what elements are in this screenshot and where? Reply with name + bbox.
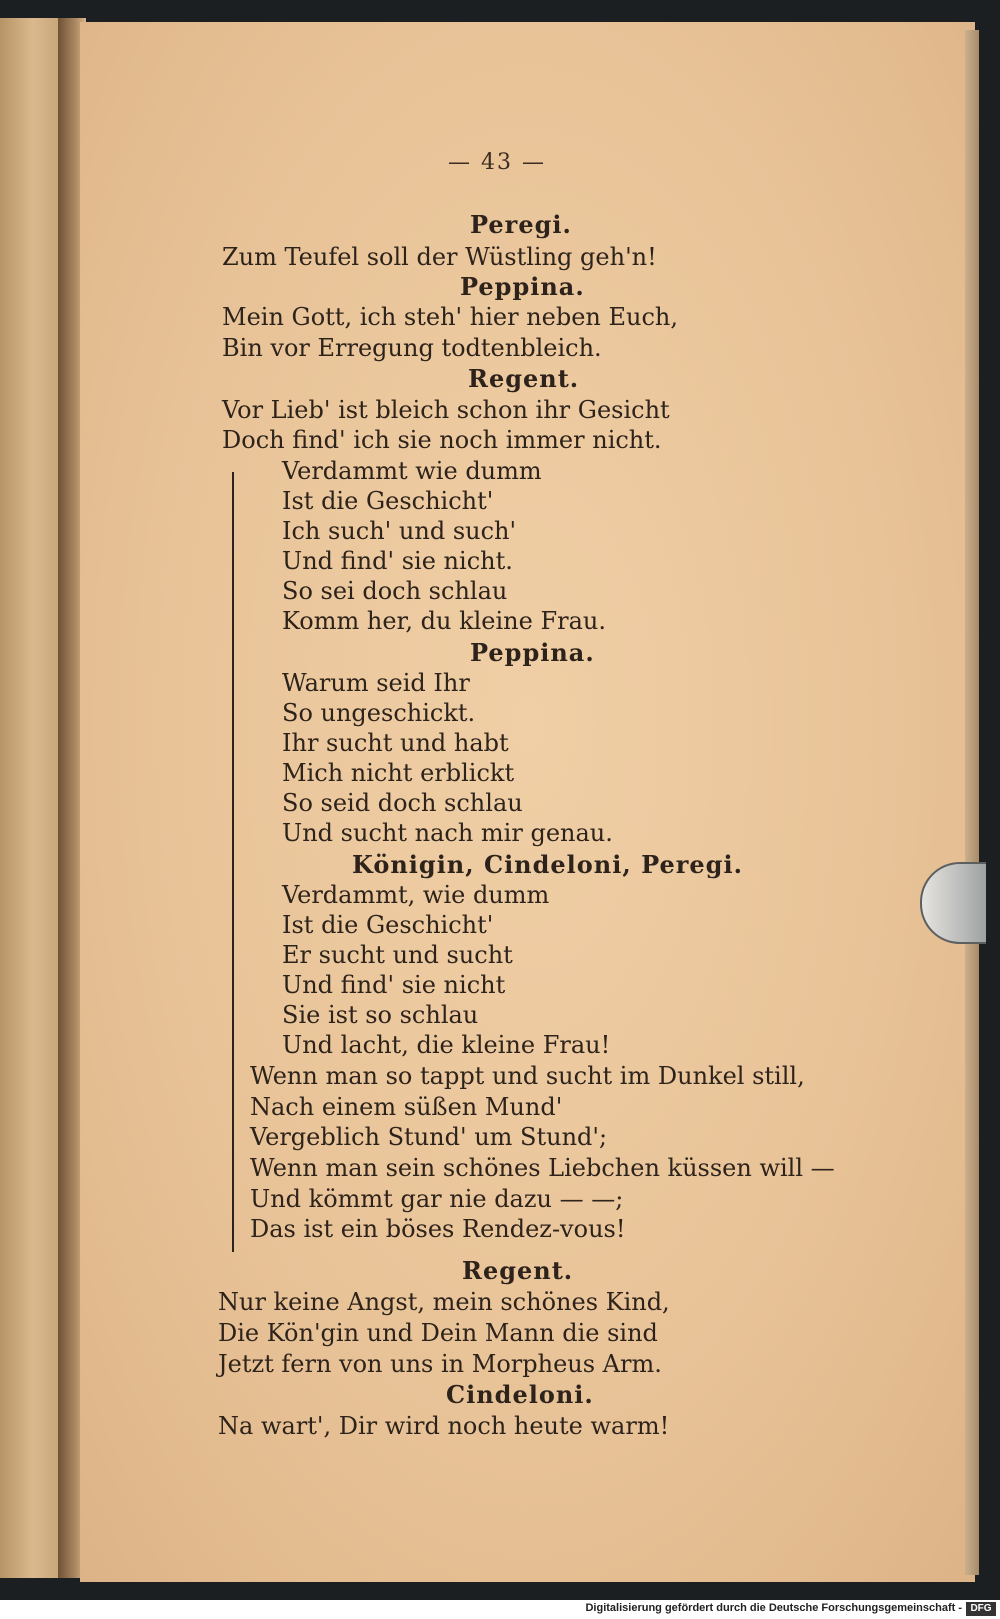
page-number: — 43 —: [448, 150, 546, 175]
verse-line: Sie ist so schlau: [282, 1001, 479, 1029]
verse-line: Verdammt wie dumm: [282, 457, 542, 485]
verse-line: Wenn man sein schönes Liebchen küssen will —: [250, 1154, 835, 1182]
verse-line: Warum seid Ihr: [282, 669, 470, 697]
verse-line: Mich nicht erblickt: [282, 759, 515, 787]
digitization-credit: Digitalisierung gefördert durch die Deutsche Forschungsgemeinschaft -: [585, 1602, 962, 1614]
verse-line: Zum Teufel soll der Wüstling geh'n!: [222, 243, 657, 271]
verse-line: Komm her, du kleine Frau.: [282, 607, 606, 635]
verse-brace-line: [232, 472, 234, 1252]
verse-line: So ungeschickt.: [282, 699, 476, 727]
speaker-regent: Regent.: [468, 364, 580, 393]
verse-line: Ist die Geschicht': [282, 487, 494, 515]
verse-line: Die Kön'gin und Dein Mann die sind: [218, 1319, 658, 1347]
speaker-cindeloni: Cindeloni.: [446, 1380, 594, 1409]
verse-line: Vergeblich Stund' um Stund';: [250, 1123, 608, 1151]
verse-line: Bin vor Erregung todtenbleich.: [222, 334, 602, 362]
verse-line: Er sucht und sucht: [282, 941, 513, 969]
verse-line: Doch find' ich sie noch immer nicht.: [222, 426, 662, 454]
verse-line: Wenn man so tappt und sucht im Dunkel still,: [250, 1062, 805, 1090]
verse-line: Und lacht, die kleine Frau!: [282, 1031, 611, 1059]
speaker-peppina: Peppina.: [470, 638, 595, 667]
verse-line: Nach einem süßen Mund': [250, 1093, 563, 1121]
verse-line: Verdammt, wie dumm: [282, 881, 550, 909]
speaker-ensemble: Königin, Cindeloni, Peregi.: [352, 850, 743, 879]
verse-line: Na wart', Dir wird noch heute warm!: [218, 1412, 670, 1440]
verse-line: Jetzt fern von uns in Morpheus Arm.: [218, 1350, 662, 1378]
verse-line: So seid doch schlau: [282, 789, 523, 817]
verse-line: Ihr sucht und habt: [282, 729, 509, 757]
verse-line: Und sucht nach mir genau.: [282, 819, 613, 847]
verse-line: Ich such' und such': [282, 517, 517, 545]
verse-line: So sei doch schlau: [282, 577, 508, 605]
dfg-logo: DFG: [966, 1602, 996, 1616]
speaker-peregi: Peregi.: [470, 210, 572, 239]
verse-line: Und find' sie nicht.: [282, 547, 513, 575]
verse-line: Vor Lieb' ist bleich schon ihr Gesicht: [222, 396, 670, 424]
verse-line: Und find' sie nicht: [282, 971, 506, 999]
verse-line: Nur keine Angst, mein schönes Kind,: [218, 1288, 670, 1316]
speaker-peppina: Peppina.: [460, 272, 585, 301]
speaker-regent: Regent.: [462, 1256, 574, 1285]
verse-line: Das ist ein böses Rendez-vous!: [250, 1215, 626, 1243]
page-edge: [965, 30, 979, 1575]
left-page-edge: [0, 18, 62, 1578]
verse-line: Mein Gott, ich steh' hier neben Euch,: [222, 303, 679, 331]
verse-line: Ist die Geschicht': [282, 911, 494, 939]
verse-line: Und kömmt gar nie dazu — —;: [250, 1185, 624, 1213]
